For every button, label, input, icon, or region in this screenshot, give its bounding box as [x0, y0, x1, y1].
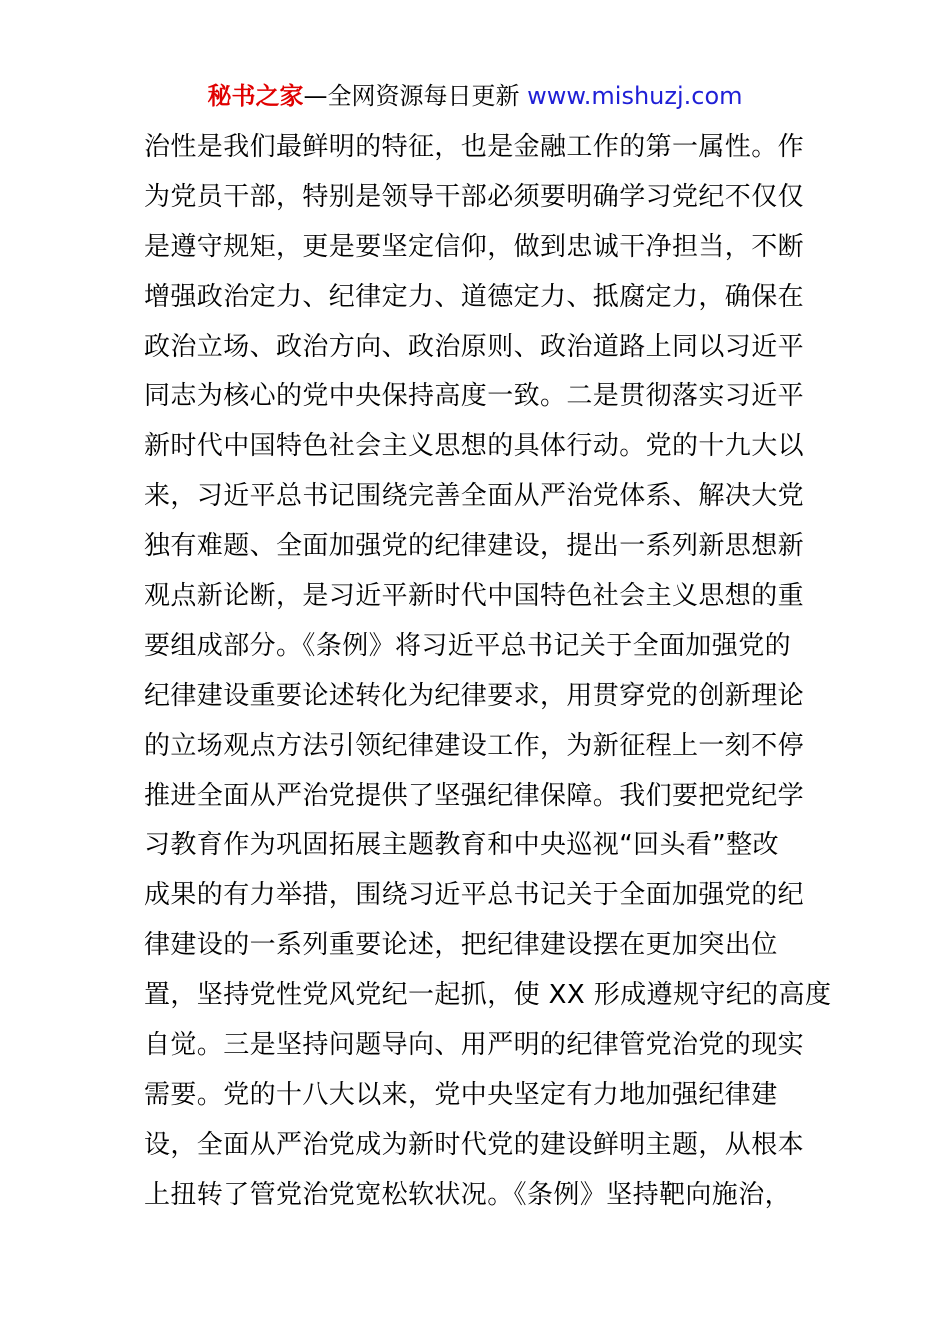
text-line: 纪律建设重要论述转化为纪律要求，用贯穿党的创新理论	[144, 680, 805, 711]
text-line: 置，坚持党性党风党纪一起抓，使 XX 形成遵规守纪的高度	[144, 980, 832, 1011]
text-line: 设，全面从严治党成为新时代党的建设鲜明主题，从根本	[144, 1129, 805, 1160]
text-line: 治性是我们最鲜明的特征，也是金融工作的第一属性。作	[144, 132, 805, 162]
text-line: 要组成部分。《条例》将习近平总书记关于全面加强党的	[144, 630, 792, 661]
text-line: 为党员干部，特别是领导干部必须要明确学习党纪不仅仅	[144, 181, 805, 212]
text-line: 来，习近平总书记围绕完善全面从严治党体系、解决大党	[144, 481, 805, 512]
text-line: 习教育作为巩固拓展主题教育和中央巡视“回头看”整改	[144, 830, 779, 861]
text-line: 需要。党的十八大以来，党中央坚定有力地加强纪律建	[144, 1079, 778, 1110]
text-line: 自觉。三是坚持问题导向、用严明的纪律管党治党的现实	[144, 1030, 805, 1061]
text-line: 观点新论断，是习近平新时代中国特色社会主义思想的重	[144, 581, 805, 612]
text-line: 律建设的一系列重要论述，把纪律建设摆在更加突出位	[144, 930, 778, 961]
text-line: 是遵守规矩，更是要坚定信仰，做到忠诚干净担当，不断	[144, 231, 805, 262]
text-line: 独有难题、全面加强党的纪律建设，提出一系列新思想新	[144, 531, 805, 562]
page-header	[0, 80, 950, 112]
header-tagline: —全网资源每日更新	[303, 82, 528, 110]
text-line: 的立场观点方法引领纪律建设工作，为新征程上一刻不停	[144, 730, 805, 761]
brand-name: 秘书之家	[207, 82, 304, 110]
site-url-link[interactable]: www.mishuzj.com	[527, 82, 743, 110]
text-line: 增强政治定力、纪律定力、道德定力、抵腐定力，确保在	[144, 281, 805, 312]
text-line: 新时代中国特色社会主义思想的具体行动。党的十九大以	[144, 431, 805, 462]
text-line: 政治立场、政治方向、政治原则、政治道路上同以习近平	[144, 331, 805, 362]
text-line: 同志为核心的党中央保持高度一致。二是贯彻落实习近平	[144, 381, 805, 412]
document-body	[144, 123, 832, 1221]
text-line: 上扭转了管党治党宽松软状况。《条例》坚持靶向施治，	[144, 1179, 792, 1210]
text-line: 成果的有力举措，围绕习近平总书记关于全面加强党的纪	[144, 880, 805, 911]
text-line: 推进全面从严治党提供了坚强纪律保障。我们要把党纪学	[144, 780, 805, 811]
